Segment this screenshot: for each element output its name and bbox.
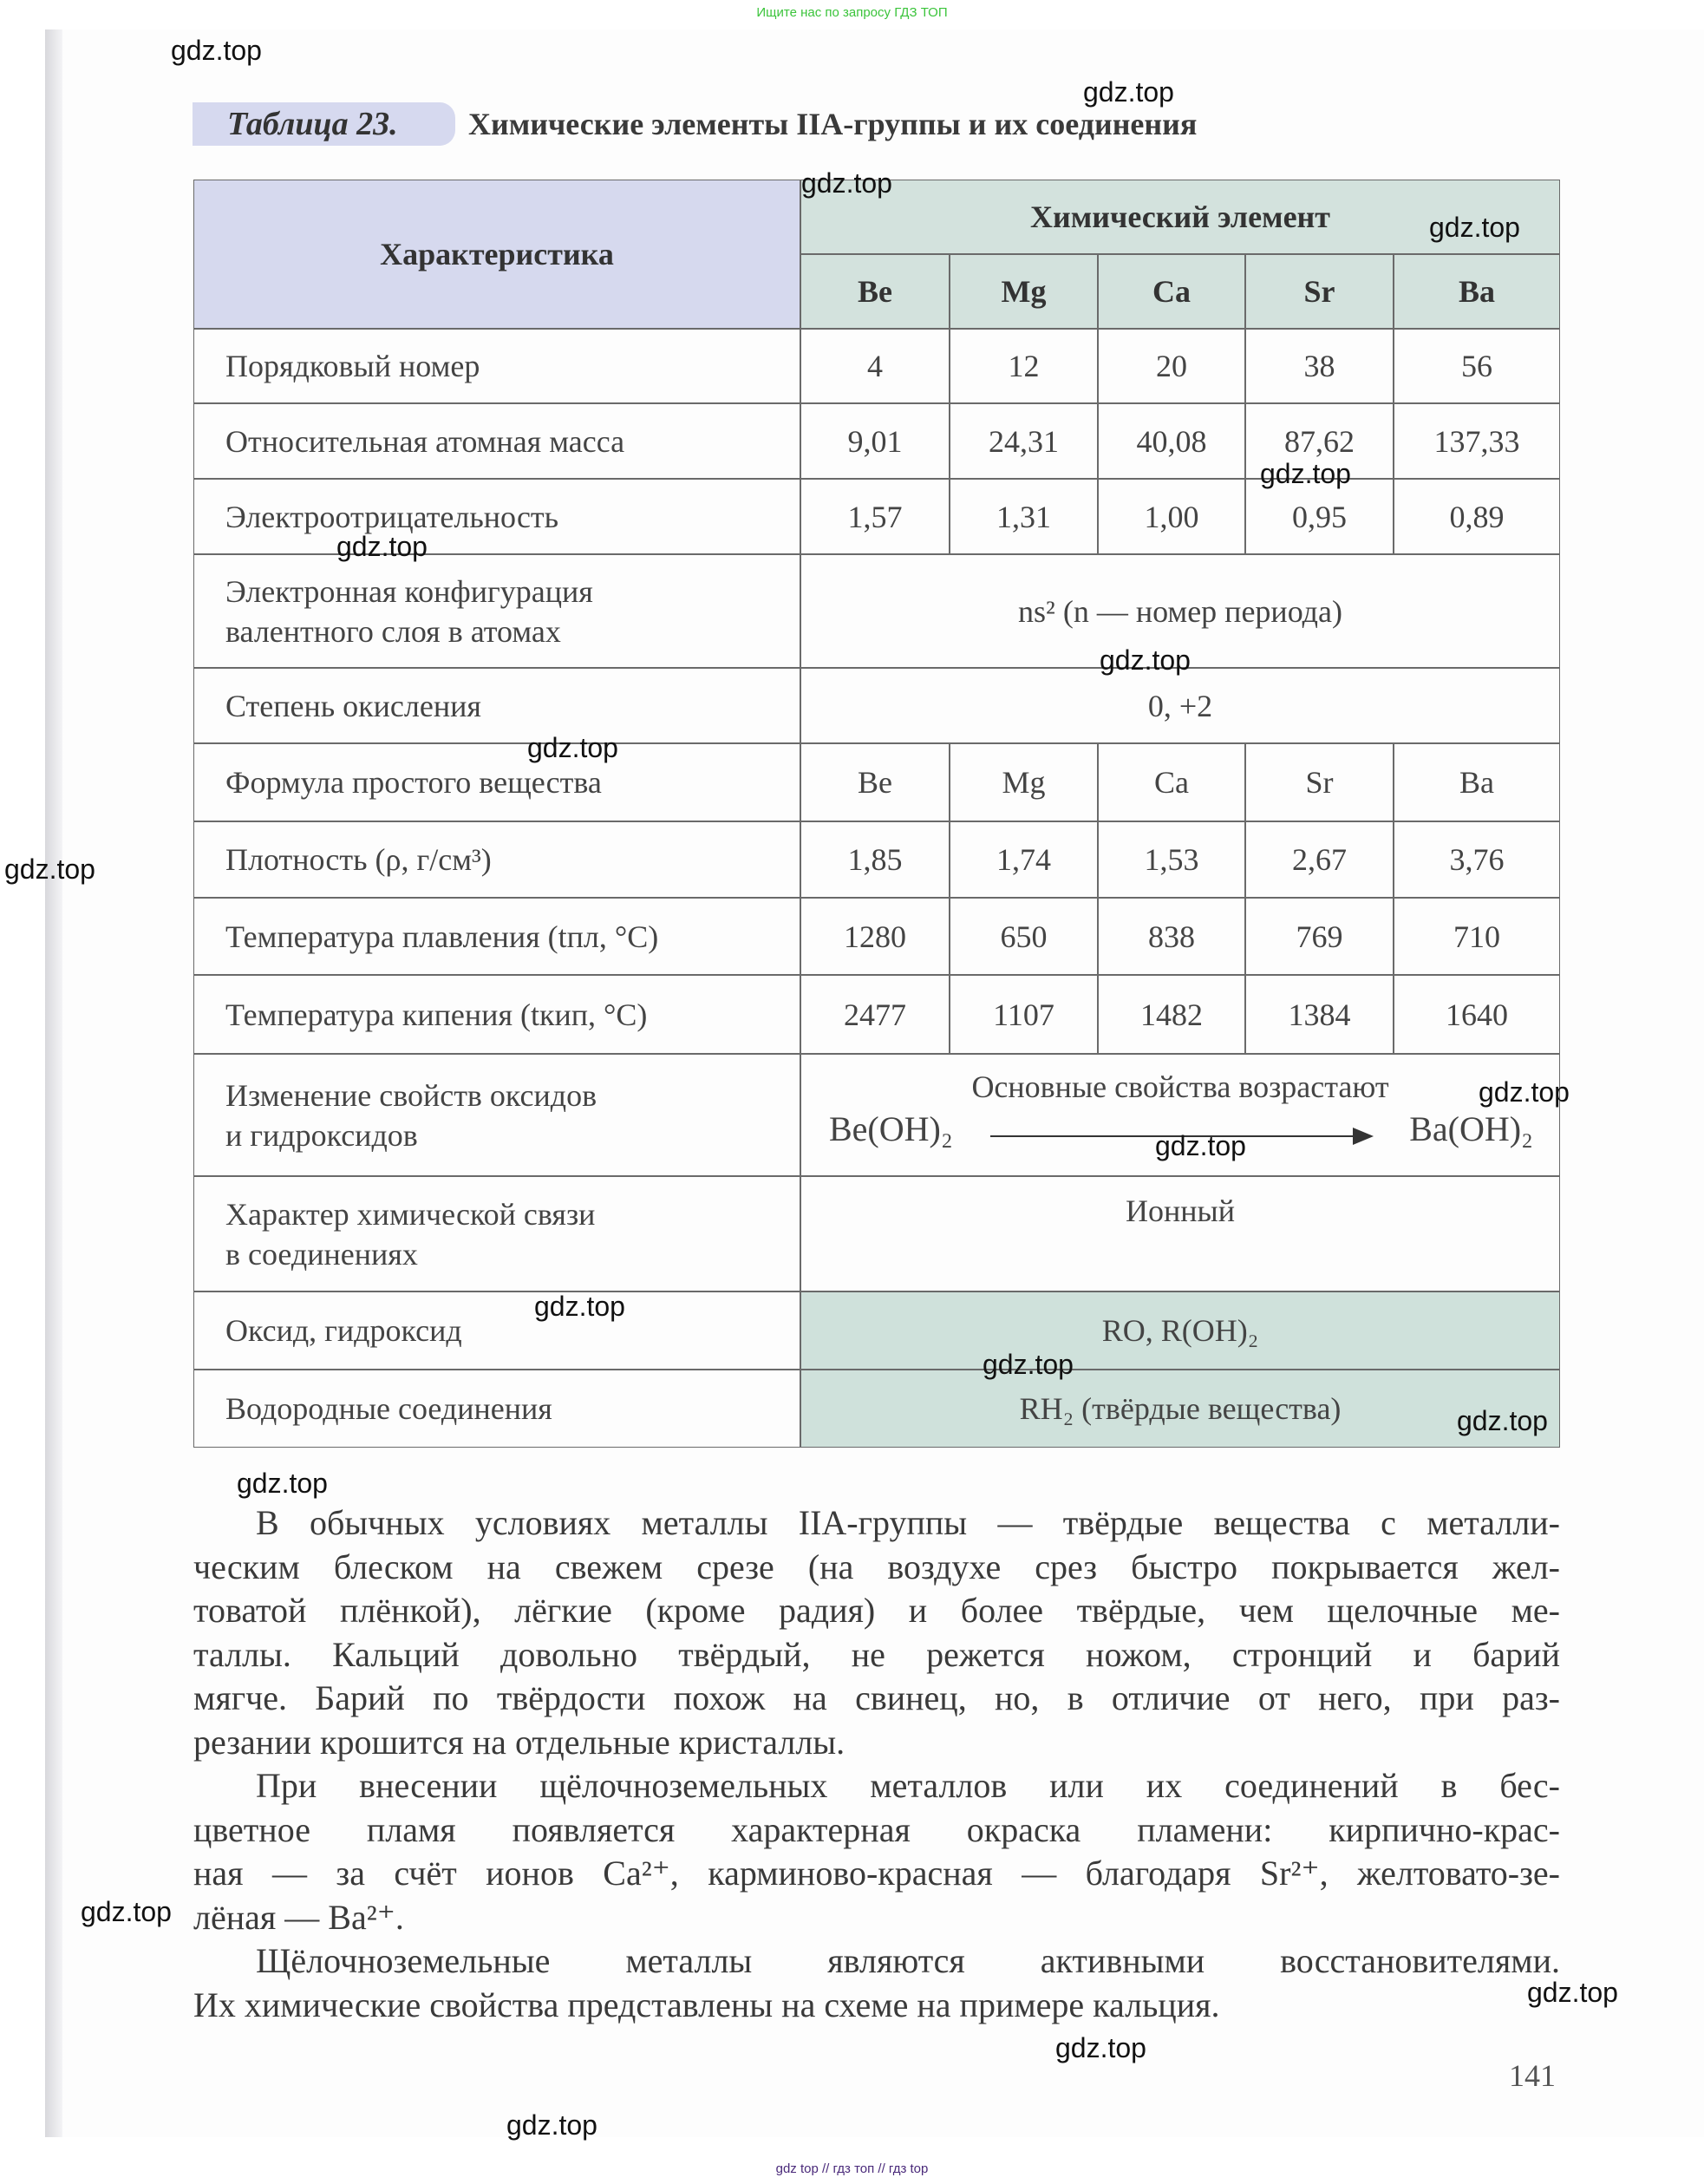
text-line: резании крошится на отдельные кристаллы. xyxy=(193,1722,845,1762)
text-line: Щёлочноземельные металлы являются активными восстановителями. xyxy=(256,1941,1560,1980)
row-span-value xyxy=(800,1370,1560,1448)
row-label-text: Электроотрицательность xyxy=(225,499,559,534)
row-value: 769 xyxy=(1245,898,1394,975)
header-element-group: Химический элемент xyxy=(800,180,1560,254)
row-value: 38 xyxy=(1245,329,1394,403)
row-value: 1280 xyxy=(800,898,950,975)
row-label xyxy=(193,668,800,743)
row-label xyxy=(193,1176,800,1291)
watermark: gdz.top xyxy=(534,1291,625,1322)
arrow-from-label: Be(OH)₂ xyxy=(829,1109,953,1148)
span-text: 0, +2 xyxy=(1147,688,1213,723)
row-value: 1384 xyxy=(1245,975,1394,1054)
watermark: gdz.top xyxy=(527,732,618,763)
row-label-text: Водородные соединения xyxy=(225,1391,552,1426)
row-value: 1,57 xyxy=(800,479,950,554)
header-element-be: Be xyxy=(800,254,950,329)
row-label-text: Плотность (ρ, г/см³) xyxy=(225,842,492,877)
watermark: gdz.top xyxy=(4,853,95,885)
page-binding-edge xyxy=(45,29,62,2137)
row-span-value xyxy=(800,668,1560,743)
table-label: Таблица 23. xyxy=(193,102,455,146)
text-line: ная — за счёт ионов Ca²⁺, карминово-красная — благодаря Sr²⁺, желтовато-зе- xyxy=(193,1854,1560,1893)
row-label-text: Температура плавления (tпл, °C) xyxy=(225,919,659,954)
row-value: 710 xyxy=(1394,898,1560,975)
row-value: 12 xyxy=(950,329,1098,403)
span-text: RO, R(OH)₂ xyxy=(1101,1313,1259,1348)
text-line: лёная — Ba²⁺. xyxy=(193,1897,404,1937)
row-value: 40,08 xyxy=(1098,403,1245,479)
span-text: Ионный xyxy=(1126,1193,1235,1228)
row-label xyxy=(193,329,800,403)
row-value: 1,74 xyxy=(950,821,1098,898)
watermark: gdz.top xyxy=(1479,1076,1570,1108)
row-label-text: Изменение свойств оксидов xyxy=(225,1077,597,1113)
watermark: gdz.top xyxy=(1429,212,1520,243)
watermark: gdz.top xyxy=(506,2109,597,2141)
row-label xyxy=(193,898,800,975)
watermark: gdz.top xyxy=(983,1349,1074,1380)
paragraph xyxy=(193,1764,1560,1939)
row-label xyxy=(193,479,800,554)
row-label-text: Оксид, гидроксид xyxy=(225,1313,462,1348)
arrow-to-label: Ba(OH)₂ xyxy=(1409,1109,1533,1148)
row-label-text: Характер химической связи xyxy=(225,1196,596,1232)
watermark: gdz.top xyxy=(1527,1977,1618,2008)
row-label-text-2: и гидроксидов xyxy=(225,1117,418,1153)
row-value: 9,01 xyxy=(800,403,950,479)
text-line: таллы. Кальций довольно твёрдый, не режется ножом, стронций и барий xyxy=(193,1634,1560,1674)
text-line: цветное пламя появляется характерная окраска пламени: кирпично-крас- xyxy=(193,1809,1560,1849)
row-value: 1640 xyxy=(1394,975,1560,1054)
row-value: 1,00 xyxy=(1098,479,1245,554)
row-value: 4 xyxy=(800,329,950,403)
row-value: 2477 xyxy=(800,975,950,1054)
header-element-mg: Mg xyxy=(950,254,1098,329)
row-label-text-2: валентного слоя в атомах xyxy=(225,613,561,649)
row-span-value xyxy=(800,1176,1560,1291)
paragraph xyxy=(193,1501,1560,1764)
watermark: gdz.top xyxy=(171,35,262,66)
header-element-ba: Ba xyxy=(1394,254,1560,329)
row-value: 650 xyxy=(950,898,1098,975)
span-text: Основные свойства возрастают xyxy=(971,1069,1389,1104)
text-line: В обычных условиях металлы IIA-группы — твёрдые вещества с металли- xyxy=(256,1503,1560,1542)
row-label-text: Электронная конфигурация xyxy=(225,573,593,609)
header-element-ca: Ca xyxy=(1098,254,1245,329)
watermark: gdz.top xyxy=(237,1468,328,1499)
watermark: gdz.top xyxy=(801,167,892,199)
row-label xyxy=(193,975,800,1054)
text-line: Их химические свойства представлены на схеме на примере кальция. xyxy=(193,1985,1220,2024)
row-value: 1,85 xyxy=(800,821,950,898)
row-value: 24,31 xyxy=(950,403,1098,479)
watermark: gdz.top xyxy=(336,531,428,562)
row-value: Be xyxy=(800,743,950,821)
row-value: 137,33 xyxy=(1394,403,1560,479)
row-value: 0,95 xyxy=(1245,479,1394,554)
row-label xyxy=(193,821,800,898)
watermark: gdz.top xyxy=(1100,644,1191,676)
row-label xyxy=(193,1370,800,1448)
row-value: Mg xyxy=(950,743,1098,821)
row-label-text: Температура кипения (tкип, °C) xyxy=(225,997,648,1032)
watermark: gdz.top xyxy=(1055,2032,1146,2063)
top-banner: Ищите нас по запросу ГДЗ ТОП xyxy=(756,5,948,20)
page-number: 141 xyxy=(1509,2058,1556,2093)
header-characteristic: Характеристика xyxy=(193,180,800,329)
row-value: 1,31 xyxy=(950,479,1098,554)
text-line: ческим блеском на свежем срезе (на воздухе срез быстро покрывается жел- xyxy=(193,1546,1560,1586)
header-element-sr: Sr xyxy=(1245,254,1394,329)
arrow-right-icon xyxy=(1353,1128,1374,1145)
row-value: 87,62 xyxy=(1245,403,1394,479)
paragraph xyxy=(193,1939,1560,2027)
watermark: gdz.top xyxy=(1260,458,1351,489)
row-value: 0,89 xyxy=(1394,479,1560,554)
row-value: 20 xyxy=(1098,329,1245,403)
row-value: Sr xyxy=(1245,743,1394,821)
row-value: 1482 xyxy=(1098,975,1245,1054)
span-text: RH₂ (твёрдые вещества) xyxy=(1019,1391,1342,1426)
row-value: 1,53 xyxy=(1098,821,1245,898)
row-label xyxy=(193,1054,800,1176)
row-label xyxy=(193,403,800,479)
row-label-text: Формула простого вещества xyxy=(225,765,602,800)
watermark: gdz.top xyxy=(81,1896,172,1927)
row-span-value xyxy=(800,1291,1560,1370)
watermark: gdz.top xyxy=(1457,1405,1548,1436)
row-label xyxy=(193,554,800,668)
watermark: gdz.top xyxy=(1155,1130,1246,1161)
row-value: Ba xyxy=(1394,743,1560,821)
text-line: При внесении щёлочноземельных металлов или их соединений в бес- xyxy=(256,1766,1560,1805)
row-label xyxy=(193,1291,800,1370)
bottom-banner: gdz top // гдз топ // гдз top xyxy=(775,2161,929,2176)
row-label-text-2: в соединениях xyxy=(225,1236,418,1272)
row-label-text: Относительная атомная масса xyxy=(225,423,625,459)
table-title: Химические элементы IIA-группы и их соединения xyxy=(468,107,1198,141)
row-value: 838 xyxy=(1098,898,1245,975)
row-label xyxy=(193,743,800,821)
span-text: ns² (n — номер периода) xyxy=(1018,593,1342,629)
text-line: мягче. Барий по твёрдости похож на свинец, но, в отличие от него, при раз- xyxy=(193,1678,1560,1717)
text-line: товатой плёнкой), лёгкие (кроме радия) и более твёрдые, чем щелочные ме- xyxy=(193,1591,1560,1630)
watermark: gdz.top xyxy=(1083,76,1174,108)
row-label-text: Степень окисления xyxy=(225,688,481,723)
row-value: 56 xyxy=(1394,329,1560,403)
row-value: 2,67 xyxy=(1245,821,1394,898)
row-value: Ca xyxy=(1098,743,1245,821)
row-value: 3,76 xyxy=(1394,821,1560,898)
row-label-text: Порядковый номер xyxy=(225,349,480,383)
row-value: 1107 xyxy=(950,975,1098,1054)
